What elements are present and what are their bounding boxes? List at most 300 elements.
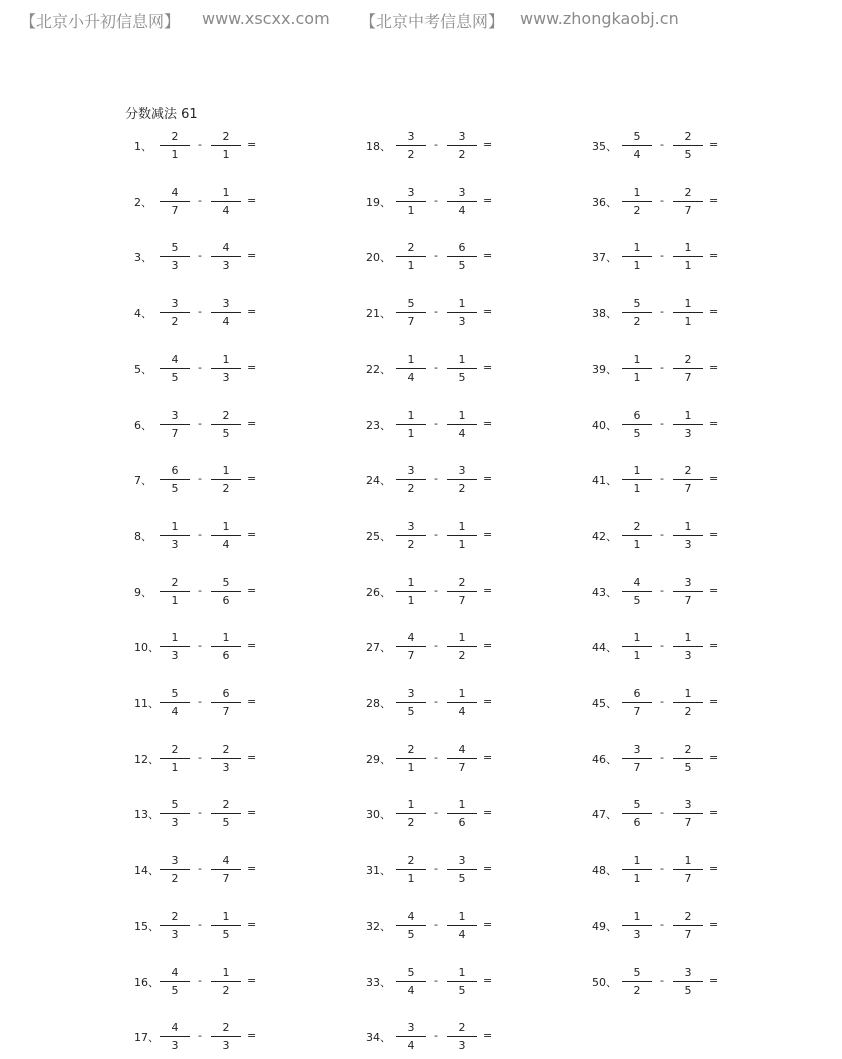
fraction-bar — [622, 479, 652, 480]
denominator: 4 — [222, 537, 230, 551]
numerator: 6 — [222, 687, 230, 700]
subtrahend-fraction — [673, 794, 703, 834]
minuend-fraction — [396, 237, 426, 277]
fraction-bar — [622, 758, 652, 759]
fraction-bar — [447, 813, 477, 814]
minuend-fraction — [396, 460, 426, 500]
denominator: 5 — [407, 705, 415, 718]
subtrahend-fraction — [447, 572, 477, 612]
problem-number: 16、 — [134, 975, 159, 989]
numerator: 1 — [633, 185, 641, 199]
equals-sign: = — [709, 973, 719, 987]
equals-sign: = — [247, 583, 257, 597]
minuend-fraction — [622, 516, 652, 556]
equals-sign: = — [709, 305, 719, 319]
minus-sign: - — [434, 138, 438, 151]
minuend-fraction — [396, 126, 426, 166]
problem-item — [130, 794, 370, 834]
minuend-fraction — [622, 739, 652, 779]
site2-name: 【北京中考信息网】 — [360, 12, 505, 31]
problem-number: 9、 — [134, 585, 152, 599]
minus-sign: - — [660, 305, 664, 319]
fraction-bar — [673, 256, 703, 257]
denominator: 5 — [684, 148, 692, 161]
subtrahend-fraction — [447, 906, 477, 946]
subtrahend-fraction — [673, 405, 703, 445]
denominator: 4 — [407, 1039, 415, 1053]
fraction-bar — [211, 591, 241, 592]
problem-item — [592, 349, 832, 389]
fraction-bar — [673, 758, 703, 759]
denominator: 7 — [684, 927, 692, 941]
subtrahend-fraction — [447, 126, 477, 166]
fraction-bar — [622, 925, 652, 926]
denominator: 1 — [407, 426, 415, 440]
equals-sign: = — [247, 472, 257, 486]
numerator: 2 — [684, 464, 692, 478]
denominator: 7 — [222, 872, 230, 886]
minus-sign: - — [198, 527, 202, 541]
minus-sign: - — [198, 249, 202, 263]
fraction-bar — [622, 201, 652, 202]
minus-sign: - — [660, 750, 664, 764]
subtrahend-fraction — [673, 126, 703, 166]
subtrahend-fraction — [211, 794, 241, 834]
subtrahend-fraction — [447, 683, 477, 723]
problem-number: 41、 — [592, 474, 617, 488]
numerator: 4 — [171, 1021, 179, 1035]
problem-number: 21、 — [366, 307, 391, 321]
fraction-bar — [211, 981, 241, 982]
fraction-bar — [673, 925, 703, 926]
problem-number: 50、 — [592, 975, 617, 989]
numerator: 2 — [458, 575, 466, 589]
problem-number: 24、 — [366, 474, 391, 488]
minuend-fraction — [160, 405, 190, 445]
problem-number: 36、 — [592, 195, 617, 209]
equals-sign: = — [483, 750, 493, 764]
numerator: 2 — [222, 130, 230, 143]
fraction-bar — [211, 758, 241, 759]
numerator: 2 — [684, 130, 692, 143]
fraction-bar — [396, 368, 426, 369]
denominator: 1 — [633, 482, 641, 496]
problem-number: 25、 — [366, 529, 391, 543]
problem-number: 47、 — [592, 808, 617, 822]
minuend-fraction — [622, 182, 652, 222]
problem-item — [130, 182, 370, 222]
subtrahend-fraction — [447, 293, 477, 333]
fraction-bar — [396, 1036, 426, 1037]
subtrahend-fraction — [673, 627, 703, 667]
minuend-fraction — [396, 182, 426, 222]
fraction-bar — [622, 424, 652, 425]
subtrahend-fraction — [447, 182, 477, 222]
numerator: 2 — [684, 352, 692, 366]
denominator: 5 — [458, 872, 466, 886]
problem-number: 48、 — [592, 864, 617, 878]
problem-item — [366, 516, 606, 556]
fraction-bar — [396, 813, 426, 814]
equals-sign: = — [247, 806, 257, 820]
problem-item — [592, 237, 832, 277]
equals-sign: = — [483, 583, 493, 597]
equals-sign: = — [247, 416, 257, 430]
minuend-fraction — [160, 627, 190, 667]
subtrahend-fraction — [447, 237, 477, 277]
equals-sign: = — [247, 249, 257, 263]
fraction-bar — [211, 646, 241, 647]
numerator: 3 — [407, 130, 415, 143]
numerator: 3 — [684, 965, 692, 979]
problem-number: 29、 — [366, 752, 391, 766]
minus-sign: - — [660, 360, 664, 374]
problem-item — [130, 1017, 370, 1057]
fraction-bar — [160, 1036, 190, 1037]
fraction-bar — [622, 145, 652, 146]
minuend-fraction — [396, 293, 426, 333]
fraction-bar — [160, 646, 190, 647]
problem-item — [130, 293, 370, 333]
equals-sign: = — [709, 193, 719, 207]
fraction-bar — [160, 591, 190, 592]
fraction-bar — [396, 312, 426, 313]
fraction-bar — [447, 702, 477, 703]
equals-sign: = — [709, 862, 719, 876]
denominator: 5 — [171, 370, 179, 384]
equals-sign: = — [247, 973, 257, 987]
subtrahend-fraction — [673, 182, 703, 222]
problem-number: 2、 — [134, 195, 152, 209]
numerator: 4 — [222, 854, 230, 868]
numerator: 4 — [222, 241, 230, 255]
denominator: 1 — [633, 872, 641, 886]
fraction-bar — [160, 813, 190, 814]
denominator: 1 — [684, 259, 692, 273]
equals-sign: = — [483, 695, 493, 708]
fraction-bar — [673, 201, 703, 202]
problem-item — [130, 237, 370, 277]
fraction-bar — [211, 256, 241, 257]
minuend-fraction — [396, 627, 426, 667]
numerator: 5 — [407, 297, 415, 311]
equals-sign: = — [483, 806, 493, 820]
subtrahend-fraction — [211, 126, 241, 166]
problem-number: 12、 — [134, 752, 159, 766]
problem-item — [592, 906, 832, 946]
equals-sign: = — [709, 416, 719, 430]
denominator: 5 — [407, 927, 415, 941]
numerator: 4 — [171, 185, 179, 199]
subtrahend-fraction — [447, 627, 477, 667]
fraction-bar — [396, 424, 426, 425]
equals-sign: = — [247, 917, 257, 931]
denominator: 1 — [222, 148, 230, 161]
numerator: 5 — [633, 798, 641, 812]
problem-item — [592, 182, 832, 222]
site1-name: 【北京小升初信息网】 — [20, 12, 181, 31]
denominator: 1 — [171, 593, 179, 607]
numerator: 5 — [222, 575, 230, 589]
denominator: 3 — [222, 259, 230, 273]
denominator: 2 — [458, 148, 466, 161]
minus-sign: - — [434, 973, 438, 987]
denominator: 3 — [171, 649, 179, 663]
numerator: 5 — [633, 130, 641, 143]
site2-url[interactable]: www.zhongkaobj.cn — [520, 9, 679, 28]
fraction-bar — [447, 479, 477, 480]
minuend-fraction — [160, 794, 190, 834]
denominator: 3 — [171, 537, 179, 551]
minuend-fraction — [160, 1017, 190, 1057]
fraction-bar — [447, 535, 477, 536]
numerator: 3 — [407, 519, 415, 533]
minus-sign: - — [198, 360, 202, 374]
numerator: 4 — [458, 742, 466, 756]
numerator: 4 — [407, 631, 415, 645]
denominator: 4 — [458, 203, 466, 217]
fraction-bar — [622, 702, 652, 703]
numerator: 5 — [633, 965, 641, 979]
minus-sign: - — [198, 695, 202, 708]
denominator: 1 — [407, 760, 415, 774]
fraction-bar — [396, 702, 426, 703]
problem-item — [130, 627, 370, 667]
minuend-fraction — [622, 683, 652, 723]
equals-sign: = — [709, 750, 719, 764]
subtrahend-fraction — [211, 516, 241, 556]
numerator: 1 — [171, 519, 179, 533]
fraction-bar — [447, 591, 477, 592]
problem-number: 38、 — [592, 307, 617, 321]
minus-sign: - — [198, 193, 202, 207]
fraction-bar — [396, 535, 426, 536]
problem-item — [366, 460, 606, 500]
numerator: 2 — [407, 241, 415, 255]
denominator: 1 — [171, 148, 179, 161]
subtrahend-fraction — [447, 460, 477, 500]
denominator: 4 — [458, 426, 466, 440]
problem-number: 27、 — [366, 641, 391, 655]
fraction-bar — [622, 535, 652, 536]
fraction-bar — [160, 702, 190, 703]
denominator: 6 — [633, 816, 641, 830]
fraction-bar — [211, 813, 241, 814]
equals-sign: = — [247, 862, 257, 876]
numerator: 4 — [171, 352, 179, 366]
denominator: 3 — [171, 927, 179, 941]
numerator: 6 — [458, 241, 466, 255]
fraction-bar — [160, 145, 190, 146]
problem-number: 44、 — [592, 641, 617, 655]
fraction-bar — [160, 312, 190, 313]
minus-sign: - — [198, 583, 202, 597]
denominator: 7 — [633, 760, 641, 774]
denominator: 6 — [222, 593, 230, 607]
numerator: 1 — [458, 687, 466, 700]
minus-sign: - — [660, 472, 664, 486]
subtrahend-fraction — [211, 460, 241, 500]
equals-sign: = — [247, 750, 257, 764]
minus-sign: - — [660, 973, 664, 987]
numerator: 3 — [407, 464, 415, 478]
minus-sign: - — [660, 583, 664, 597]
problem-number: 5、 — [134, 362, 152, 376]
fraction-bar — [622, 256, 652, 257]
minus-sign: - — [660, 695, 664, 708]
problem-item — [366, 572, 606, 612]
minuend-fraction — [160, 126, 190, 166]
minuend-fraction — [396, 739, 426, 779]
denominator: 7 — [407, 649, 415, 663]
equals-sign: = — [247, 527, 257, 541]
numerator: 1 — [222, 631, 230, 645]
minus-sign: - — [198, 1029, 202, 1043]
fraction-bar — [447, 1036, 477, 1037]
minuend-fraction — [622, 460, 652, 500]
fraction-bar — [396, 758, 426, 759]
numerator: 1 — [684, 854, 692, 868]
minus-sign: - — [434, 1029, 438, 1043]
fraction-bar — [447, 256, 477, 257]
subtrahend-fraction — [211, 293, 241, 333]
equals-sign: = — [483, 862, 493, 876]
minuend-fraction — [396, 794, 426, 834]
subtrahend-fraction — [211, 739, 241, 779]
denominator: 7 — [171, 203, 179, 217]
subtrahend-fraction — [673, 293, 703, 333]
problem-number: 32、 — [366, 919, 391, 933]
problem-number: 40、 — [592, 418, 617, 432]
subtrahend-fraction — [673, 572, 703, 612]
problem-item — [592, 627, 832, 667]
problem-item — [130, 850, 370, 890]
subtrahend-fraction — [673, 516, 703, 556]
problem-item — [366, 739, 606, 779]
problem-item — [130, 349, 370, 389]
fraction-bar — [160, 981, 190, 982]
fraction-bar — [622, 813, 652, 814]
denominator: 2 — [222, 983, 230, 997]
problem-number: 14、 — [134, 864, 159, 878]
fraction-bar — [622, 368, 652, 369]
problem-item — [366, 794, 606, 834]
equals-sign: = — [483, 472, 493, 486]
minus-sign: - — [198, 138, 202, 151]
numerator: 3 — [407, 185, 415, 199]
denominator: 2 — [633, 315, 641, 329]
denominator: 7 — [684, 593, 692, 607]
fraction-bar — [396, 201, 426, 202]
fraction-bar — [673, 479, 703, 480]
fraction-bar — [160, 869, 190, 870]
numerator: 3 — [222, 297, 230, 311]
fraction-bar — [622, 312, 652, 313]
equals-sign: = — [483, 416, 493, 430]
equals-sign: = — [247, 360, 257, 374]
equals-sign: = — [709, 249, 719, 263]
denominator: 4 — [458, 927, 466, 941]
denominator: 5 — [222, 927, 230, 941]
equals-sign: = — [709, 639, 719, 653]
minus-sign: - — [198, 305, 202, 319]
minus-sign: - — [198, 750, 202, 764]
fraction-bar — [622, 591, 652, 592]
problem-item — [366, 349, 606, 389]
fraction-bar — [211, 201, 241, 202]
denominator: 1 — [458, 537, 466, 551]
problem-item — [130, 405, 370, 445]
fraction-bar — [396, 256, 426, 257]
denominator: 2 — [633, 983, 641, 997]
fraction-bar — [673, 869, 703, 870]
equals-sign: = — [483, 917, 493, 931]
denominator: 1 — [407, 203, 415, 217]
denominator: 3 — [171, 259, 179, 273]
numerator: 1 — [684, 241, 692, 255]
fraction-bar — [396, 646, 426, 647]
numerator: 1 — [222, 352, 230, 366]
denominator: 1 — [407, 259, 415, 273]
subtrahend-fraction — [447, 850, 477, 890]
problem-item — [366, 906, 606, 946]
denominator: 5 — [684, 760, 692, 774]
minus-sign: - — [434, 862, 438, 876]
denominator: 2 — [171, 872, 179, 886]
fraction-bar — [673, 591, 703, 592]
minus-sign: - — [660, 806, 664, 820]
problem-item — [592, 572, 832, 612]
denominator: 3 — [222, 1039, 230, 1053]
fraction-bar — [673, 813, 703, 814]
numerator: 1 — [222, 965, 230, 979]
denominator: 6 — [458, 816, 466, 830]
denominator: 3 — [222, 370, 230, 384]
denominator: 4 — [222, 315, 230, 329]
minus-sign: - — [198, 639, 202, 653]
minus-sign: - — [660, 138, 664, 151]
fraction-bar — [160, 925, 190, 926]
fraction-bar — [211, 1036, 241, 1037]
problem-item — [130, 516, 370, 556]
numerator: 1 — [458, 631, 466, 645]
numerator: 5 — [171, 687, 179, 700]
denominator: 3 — [171, 816, 179, 830]
problem-item — [592, 794, 832, 834]
page-header — [0, 9, 842, 31]
numerator: 2 — [171, 742, 179, 756]
numerator: 3 — [171, 408, 179, 422]
fraction-bar — [447, 646, 477, 647]
fraction-bar — [211, 702, 241, 703]
minuend-fraction — [160, 237, 190, 277]
problem-item — [130, 962, 370, 1002]
equals-sign: = — [483, 193, 493, 207]
problem-number: 28、 — [366, 697, 391, 710]
numerator: 4 — [633, 575, 641, 589]
problem-number: 7、 — [134, 474, 152, 488]
equals-sign: = — [483, 639, 493, 653]
site1-url[interactable]: www.xscxx.com — [202, 9, 330, 28]
denominator: 2 — [407, 148, 415, 161]
subtrahend-fraction — [211, 405, 241, 445]
denominator: 7 — [684, 482, 692, 496]
numerator: 3 — [458, 130, 466, 143]
minuend-fraction — [622, 349, 652, 389]
equals-sign: = — [709, 583, 719, 597]
subtrahend-fraction — [211, 1017, 241, 1057]
minuend-fraction — [160, 293, 190, 333]
